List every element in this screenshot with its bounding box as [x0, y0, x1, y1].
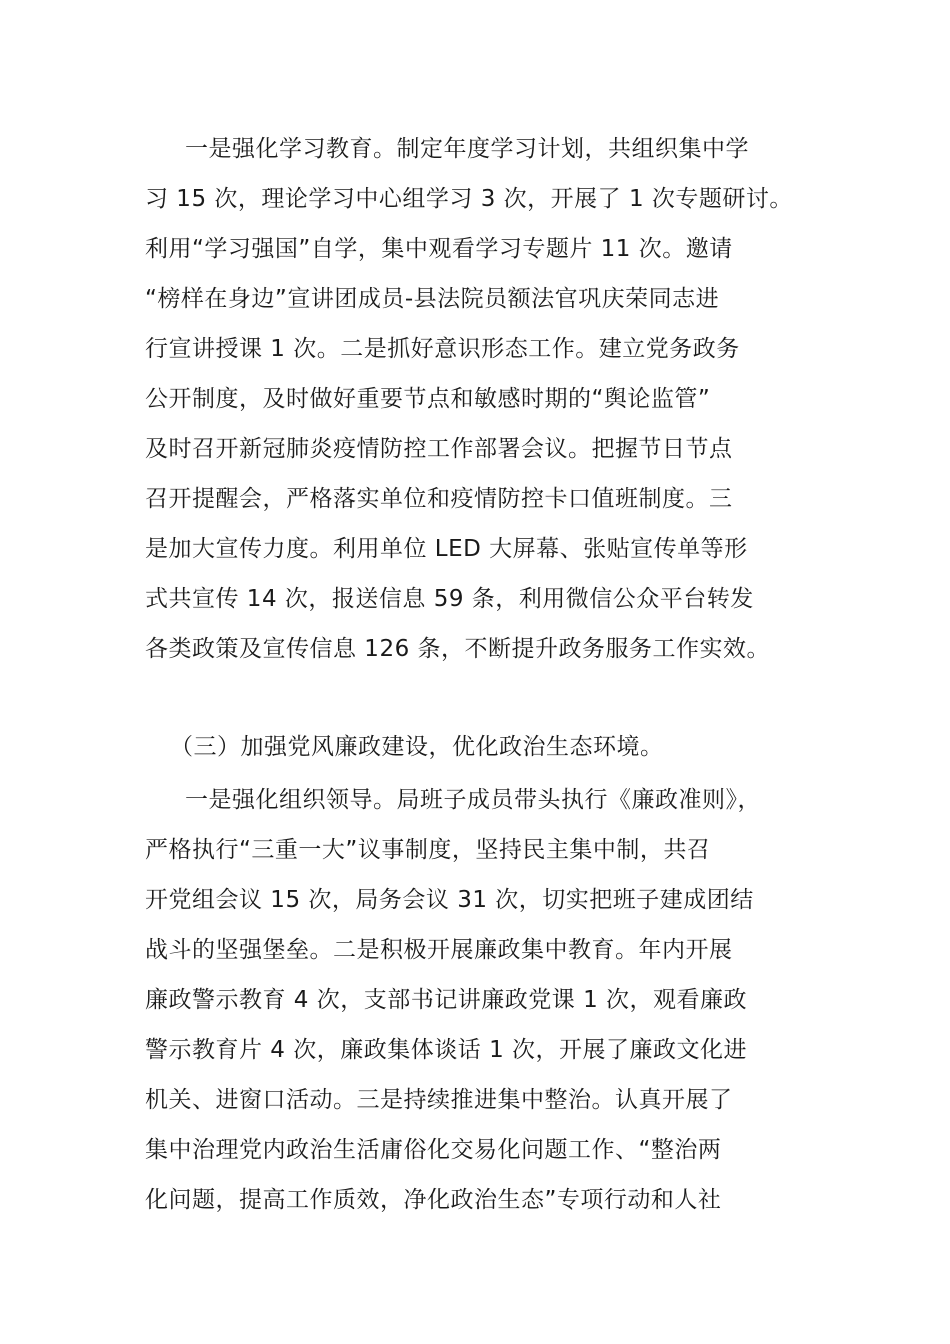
paragraph-line: 是加大宣传力度。利用单位 LED 大屏幕、张贴宣传单等形 [145, 536, 748, 562]
section-heading: （三）加强党风廉政建设，优化政治生态环境。 [170, 734, 664, 760]
paragraph-line: 战斗的坚强堡垒。二是积极开展廉政集中教育。年内开展 [145, 937, 733, 963]
paragraph-line: 及时召开新冠肺炎疫情防控工作部署会议。把握节日节点 [145, 436, 733, 462]
paragraph-line: 机关、进窗口活动。三是持续推进集中整治。认真开展了 [145, 1087, 733, 1113]
paragraph-line: 公开制度，及时做好重要节点和敏感时期的“舆论监管” [145, 386, 711, 412]
paragraph-line: “榜样在身边”宣讲团成员-县法院员额法官巩庆荣同志进 [145, 286, 720, 312]
paragraph-line: 警示教育片 4 次，廉政集体谈话 1 次，开展了廉政文化进 [145, 1037, 748, 1063]
paragraph-line: 利用“学习强国”自学，集中观看学习专题片 11 次。邀请 [145, 236, 733, 262]
paragraph-line: 廉政警示教育 4 次，支部书记讲廉政党课 1 次，观看廉政 [145, 987, 748, 1013]
paragraph-line: 行宣讲授课 1 次。二是抓好意识形态工作。建立党务政务 [145, 336, 740, 362]
paragraph-line: 一是强化组织领导。局班子成员带头执行《廉政准则》， [185, 787, 761, 813]
paragraph-line: 严格执行“三重一大”议事制度，坚持民主集中制，共召 [145, 837, 711, 863]
paragraph-line: 化问题，提高工作质效，净化政治生态”专项行动和人社 [145, 1187, 722, 1213]
paragraph-line: 一是强化学习教育。制定年度学习计划，共组织集中学 [185, 136, 749, 162]
paragraph-line: 集中治理党内政治生活庸俗化交易化问题工作、“整治两 [145, 1137, 722, 1163]
paragraph-line: 各类政策及宣传信息 126 条，不断提升政务服务工作实效。 [145, 636, 771, 662]
paragraph-line: 式共宣传 14 次，报送信息 59 条，利用微信公众平台转发 [145, 586, 754, 612]
paragraph-line: 召开提醒会，严格落实单位和疫情防控卡口值班制度。三 [145, 486, 733, 512]
paragraph-line: 开党组会议 15 次，局务会议 31 次，切实把班子建成团结 [145, 887, 754, 913]
paragraph-line: 习 15 次，理论学习中心组学习 3 次，开展了 1 次专题研讨。 [145, 186, 793, 212]
